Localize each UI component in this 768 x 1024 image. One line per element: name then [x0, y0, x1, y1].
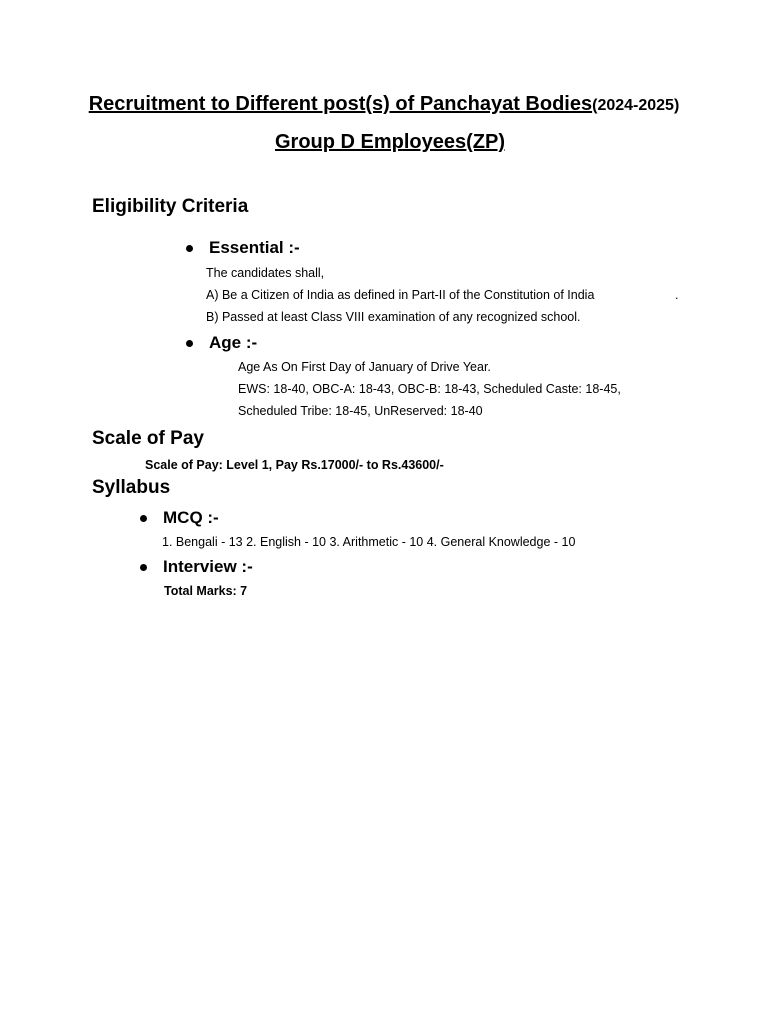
- mcq-label: MCQ :-: [163, 508, 219, 527]
- pay-text: Scale of Pay: Level 1, Pay Rs.17000/- to Rs.43600/-: [145, 458, 444, 472]
- essential-bullet: [186, 237, 300, 259]
- age-line-2: EWS: 18-40, OBC-A: 18-43, OBC-B: 18-43, Scheduled Caste: 18-45,: [238, 382, 621, 396]
- title-main: Recruitment to Different post(s) of Panchayat Bodies: [88, 93, 593, 115]
- age-bullet: [186, 332, 257, 354]
- essential-label: Essential :-: [209, 238, 300, 257]
- eligibility-heading: Eligibility Criteria: [92, 196, 249, 217]
- bullet-icon: [186, 340, 193, 347]
- bullet-icon: [140, 564, 147, 571]
- bullet-icon: [186, 245, 193, 252]
- document-subtitle: Group D Employees(ZP): [274, 131, 506, 153]
- age-label: Age :-: [209, 333, 258, 352]
- title-year: (2024-2025): [592, 97, 680, 114]
- bullet-icon: [140, 515, 147, 522]
- essential-line-1: The candidates shall,: [206, 266, 325, 280]
- interview-label: Interview :-: [163, 557, 253, 576]
- interview-text: Total Marks: 7: [164, 584, 248, 598]
- document-title: [0, 90, 768, 120]
- essential-line-3: B) Passed at least Class VIII examination of any recognized school.: [206, 310, 581, 324]
- pay-heading: Scale of Pay: [92, 428, 204, 449]
- age-line-3: Scheduled Tribe: 18-45, UnReserved: 18-40: [238, 404, 483, 418]
- syllabus-heading: Syllabus: [92, 477, 171, 498]
- essential-line-2-dot: .: [675, 288, 679, 302]
- mcq-bullet: [140, 507, 219, 529]
- essential-line-2: A) Be a Citizen of India as defined in Part-II of the Constitution of India: [206, 288, 595, 302]
- interview-bullet: [140, 556, 253, 578]
- mcq-text: 1. Bengali - 13 2. English - 10 3. Arithmetic - 10 4. General Knowledge - 10: [162, 535, 576, 549]
- age-line-1: Age As On First Day of January of Drive Year.: [238, 360, 491, 374]
